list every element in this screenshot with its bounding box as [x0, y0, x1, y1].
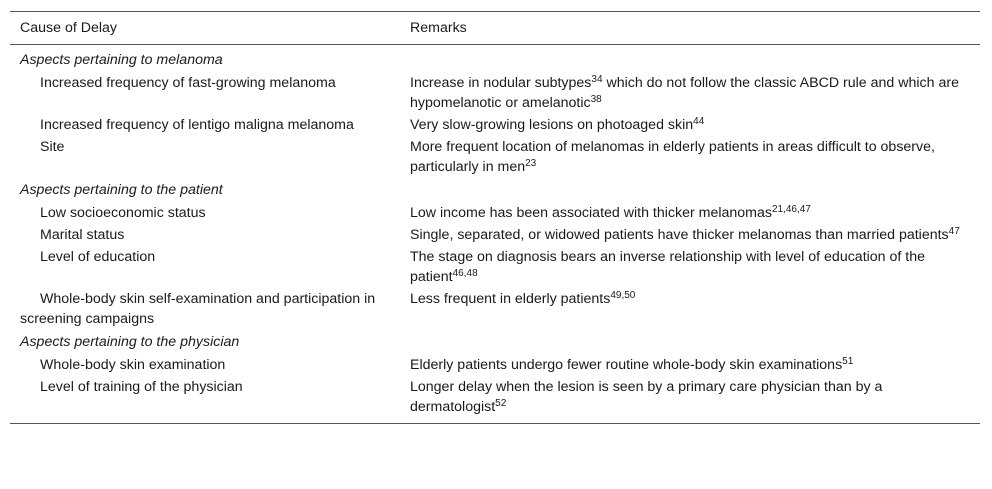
table-row — [10, 376, 980, 424]
remark-text: Single, separated, or widowed patients have thicker melanomas than married patients — [410, 227, 949, 243]
section-row — [10, 178, 980, 202]
remark-cell — [400, 288, 980, 330]
remark-text: Elderly patients undergo fewer routine whole-body skin examinations — [410, 357, 843, 373]
cause-cell: Site — [40, 139, 65, 155]
table-body — [10, 45, 980, 424]
remark-text: The stage on diagnosis bears an inverse relationship with level of education of the patient — [410, 249, 926, 285]
reference-superscript: 21,46,47 — [771, 204, 811, 215]
section-title: Aspects pertaining to melanoma — [20, 52, 223, 68]
cause-cell: Increased frequency of lentigo maligna melanoma — [40, 117, 354, 133]
reference-superscript: 47 — [948, 226, 960, 237]
remark-cell — [400, 202, 980, 224]
remark-text: Longer delay when the lesion is seen by a primary care physician than by a dermatologist — [410, 379, 883, 415]
remark-text: Increase in nodular subtypes — [410, 75, 592, 91]
reference-superscript: 44 — [693, 116, 705, 127]
header-row — [10, 12, 980, 45]
remark-text: which do not follow the classic ABCD rule and which are hypomelanotic or amelanotic — [410, 75, 959, 111]
cause-cell: Increased frequency of fast-growing melanoma — [40, 75, 336, 91]
reference-superscript: 46,48 — [452, 268, 478, 279]
cause-cell: Level of education — [40, 249, 156, 265]
remark-cell — [400, 376, 980, 424]
section-row — [10, 330, 980, 354]
table-row — [10, 246, 980, 288]
remark-cell — [400, 72, 980, 114]
remark-cell — [400, 354, 980, 376]
remark-cell — [400, 224, 980, 246]
table-row — [10, 72, 980, 114]
remark-cell — [400, 114, 980, 136]
reference-superscript: 34 — [591, 74, 603, 85]
reference-superscript: 23 — [525, 158, 537, 169]
header-cause-of-delay: Cause of Delay — [10, 12, 400, 45]
header-remarks: Remarks — [400, 12, 980, 45]
section-title: Aspects pertaining to the patient — [20, 182, 223, 198]
table-row — [10, 114, 980, 136]
cause-cell: Whole-body skin examination — [40, 357, 226, 373]
cause-cell: Whole-body skin self-examination and participation in screening campaigns — [20, 291, 376, 327]
reference-superscript: 38 — [590, 94, 602, 105]
remark-cell — [400, 246, 980, 288]
remark-cell — [400, 136, 980, 178]
remark-text: More frequent location of melanomas in elderly patients in areas difficult to observe, particularly in men — [410, 139, 935, 175]
table-row — [10, 136, 980, 178]
table-row — [10, 202, 980, 224]
table-row — [10, 224, 980, 246]
remark-text: Very slow-growing lesions on photoaged skin — [410, 117, 694, 133]
remark-text: Less frequent in elderly patients — [410, 291, 611, 307]
table-row — [10, 288, 980, 330]
cause-cell: Low socioeconomic status — [40, 205, 206, 221]
delay-causes-table — [10, 11, 980, 424]
cause-cell: Marital status — [40, 227, 125, 243]
delay-causes-table-container — [10, 11, 980, 424]
reference-superscript: 49,50 — [610, 290, 636, 301]
reference-superscript: 51 — [842, 356, 854, 367]
reference-superscript: 52 — [495, 398, 507, 409]
table-row — [10, 354, 980, 376]
cause-cell: Level of training of the physician — [10, 376, 400, 424]
table-header — [10, 12, 980, 45]
section-row — [10, 45, 980, 73]
section-title: Aspects pertaining to the physician — [20, 334, 240, 350]
remark-text: Low income has been associated with thicker melanomas — [410, 205, 772, 221]
